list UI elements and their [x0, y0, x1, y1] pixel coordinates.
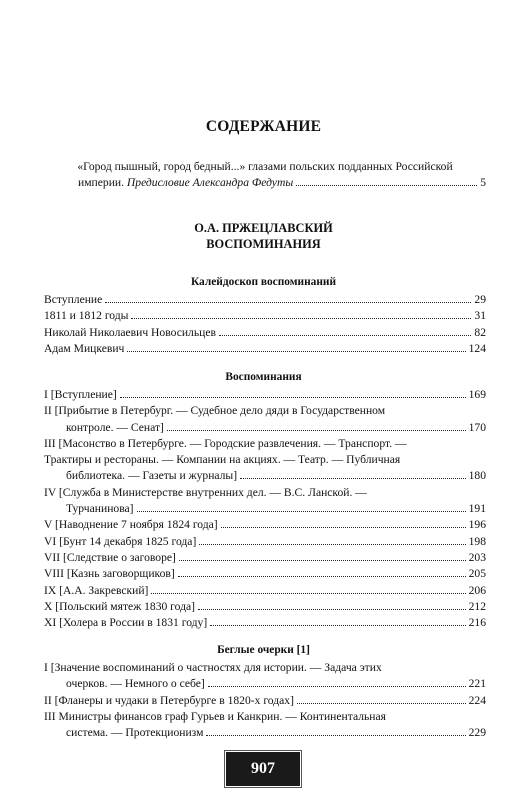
page-number-box	[226, 752, 300, 786]
author-block	[0, 220, 527, 252]
toc-entry: VII [Следствие о заговоре] 203	[44, 550, 486, 564]
section-heading-memoirs: Воспоминания	[225, 371, 302, 383]
toc-entry: V [Наводнение 7 ноября 1824 года] 196	[44, 518, 486, 532]
section-kaleidoscope	[44, 292, 486, 357]
toc-entry: III [Масонство в Петербурге. — Городские развлечения. — Транспорт. — Трактиры и рестораны. — Компании на акциях. — Театр. — Публичная библиотека. — Газеты и журналы] 180	[44, 436, 486, 483]
dot-leader	[296, 185, 477, 186]
section-heading-kaleidoscope: Калейдоскоп воспоминаний	[190, 276, 337, 288]
toc-entry: I [Вступление] 169	[44, 388, 486, 401]
preface-line-2	[44, 175, 486, 191]
toc-entry: 1811 и 1812 годы 31	[44, 309, 486, 323]
preface-entry	[44, 159, 486, 191]
toc-entry: IX [А.А. Закревский] 206	[44, 583, 486, 597]
page-title: СОДЕРЖАНИЕ	[205, 118, 322, 135]
toc-entry: III Министры финансов граф Гурьев и Канкрин. — Континентальная система. — Протекционизм 229	[44, 709, 486, 740]
toc-entry: XI [Холера в России в 1831 году] 216	[44, 616, 486, 630]
section-sketches	[44, 660, 486, 741]
work-title: ВОСПОМИНАНИЯ	[206, 237, 321, 251]
toc-entry: Вступление 29	[44, 293, 486, 306]
toc-entry: VIII [Казнь заговорщиков] 205	[44, 567, 486, 581]
section-heading-sketches: Беглые очерки [1]	[217, 644, 310, 656]
preface-author: Предисловие Александра Федуты	[126, 176, 294, 189]
preface-lead: империи. Предисловие Александра Федуты	[78, 176, 294, 189]
preface-line-1: «Город пышный, город бедный...» глазами польских подданных Российской	[77, 160, 453, 173]
toc-entry: IV [Служба в Министерстве внутренних дел. — В.С. Ланской. — Турчанинова] 191	[44, 485, 486, 516]
toc-entry: VI [Бунт 14 декабря 1825 года] 198	[44, 534, 486, 548]
page-number: 907	[251, 760, 275, 777]
toc-entry: I [Значение воспоминаний о частностях для истории. — Задача этих очерков. — Немного о себе] 221	[44, 661, 486, 691]
section-memoirs	[44, 387, 486, 631]
toc-entry: II [Прибытие в Петербург. — Судебное дело дяди в Государственном контроле. — Сенат] 170	[44, 404, 486, 434]
author-name: О.А. ПРЖЕЦЛАВСКИЙ	[194, 221, 333, 235]
toc-entry: X [Польский мятеж 1830 года] 212	[44, 599, 486, 613]
toc-entry: Адам Мицкевич 124	[44, 341, 486, 355]
preface-page: 5	[480, 176, 486, 189]
toc-entry: Николай Николаевич Новосильцев 82	[44, 325, 486, 339]
toc-entry: II [Фланеры и чудаки в Петербурге в 1820-х годах] 224	[44, 693, 486, 707]
